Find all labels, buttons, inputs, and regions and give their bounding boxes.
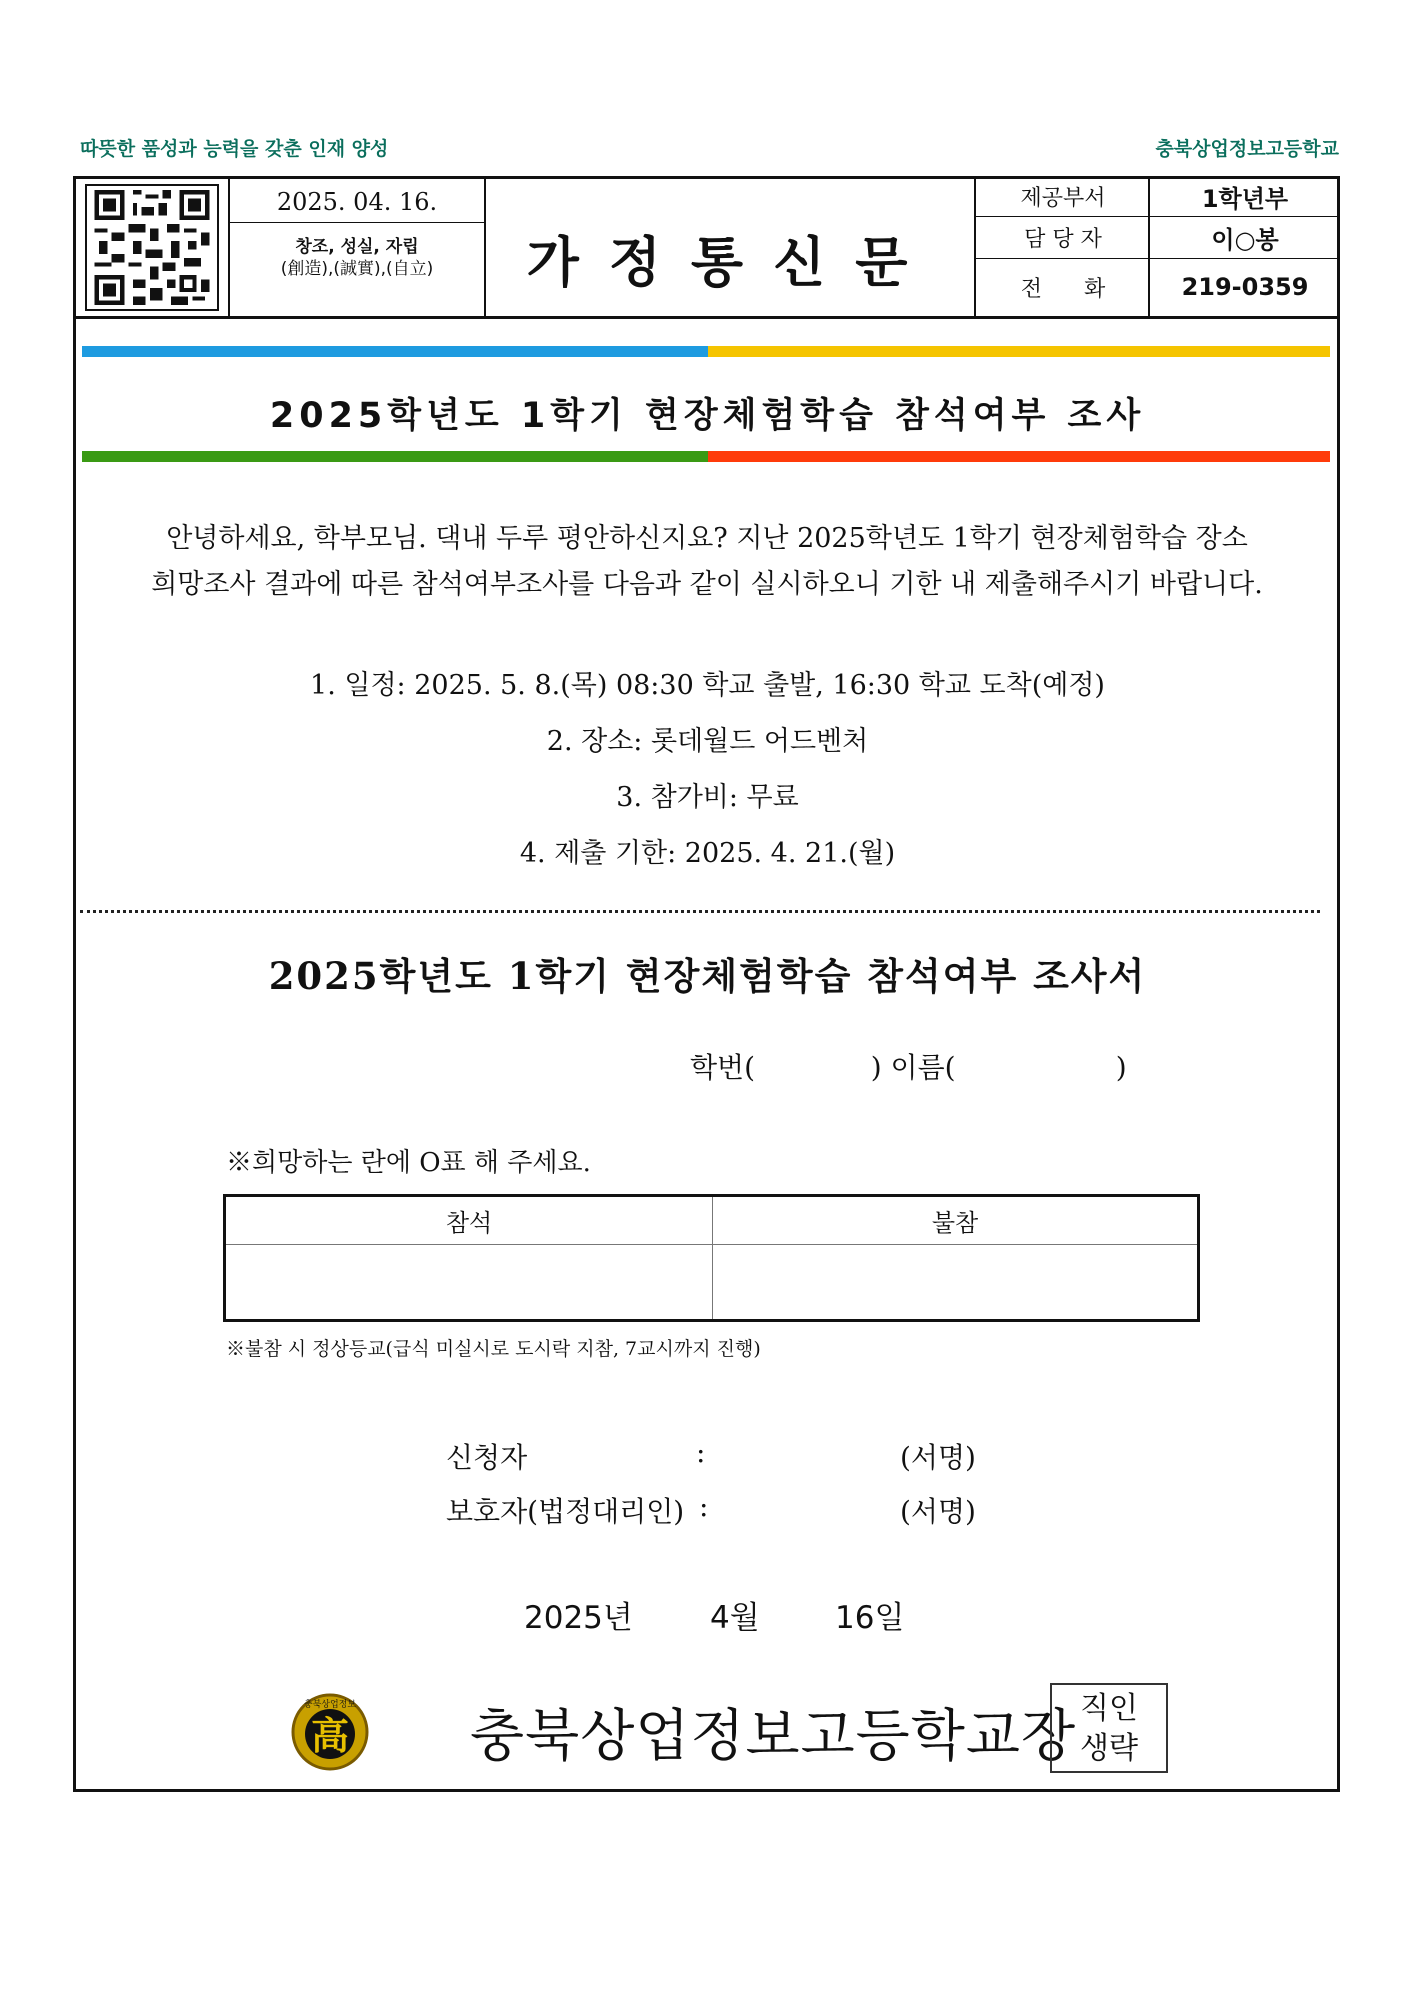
motto-hanja: (創造),(誠實),(自立) xyxy=(280,259,434,279)
color-bar-red xyxy=(708,451,1330,462)
motto-korean: 창조, 성실, 자립 xyxy=(295,237,419,257)
attendance-table xyxy=(223,1194,1200,1322)
info-value: 219-0359 xyxy=(1181,273,1309,301)
info-row-phone xyxy=(976,258,1340,316)
color-bar-blue xyxy=(82,346,708,357)
paragraph-line: 희망조사 결과에 따른 참석여부조사를 다음과 같이 실시하오니 기한 내 제출해주시기 바랍니다. xyxy=(151,569,1263,600)
qr-code-icon xyxy=(85,184,219,311)
form-title: 2025학년도 1학기 현장체험학습 참석여부 조사서 xyxy=(268,954,1147,998)
info-row-manager xyxy=(976,216,1340,258)
form-date-day: 16일 xyxy=(835,1600,905,1636)
info-row-department xyxy=(976,176,1340,216)
slogan: 따뜻한 품성과 능력을 갖춘 인재 양성 xyxy=(80,138,389,160)
notice-paragraph xyxy=(96,516,1318,608)
issue-date: 2025. 04. 16. xyxy=(276,188,438,216)
item-schedule: 1. 일정: 2025. 5. 8.(목) 08:30 학교 출발, 16:30 학교 도착(예정) xyxy=(310,670,1105,701)
seal-char: 高 xyxy=(310,1713,350,1758)
colon: : xyxy=(696,1436,706,1469)
document-title: 가정통신문 xyxy=(526,231,938,294)
form-date-year: 2025년 xyxy=(524,1600,633,1636)
info-divider xyxy=(976,216,1340,217)
school-seal-icon xyxy=(290,1692,370,1772)
header-divider xyxy=(228,222,486,223)
item-deadline: 4. 제출 기한: 2025. 4. 21.(월) xyxy=(519,838,896,869)
omit-line: 생략 xyxy=(1080,1731,1138,1766)
header-attend: 참석 xyxy=(226,1197,712,1245)
paragraph-line: 안녕하세요, 학부모님. 댁내 두루 평안하신지요? 지난 2025학년도 1학기 현장체험학습 장소 xyxy=(166,523,1248,554)
info-table xyxy=(976,176,1340,319)
info-key: 담 당 자 xyxy=(1024,226,1102,252)
absent-checkbox-cell[interactable] xyxy=(713,1245,1197,1319)
notice-items xyxy=(80,658,1335,882)
color-bar-green xyxy=(82,451,708,462)
instruction-text: ※희망하는 란에 O표 해 주세요. xyxy=(226,1148,591,1178)
school-motto xyxy=(230,236,484,280)
school-name-top: 충북상업정보고등학교 xyxy=(1155,138,1339,160)
item-fee: 3. 참가비: 무료 xyxy=(616,782,799,813)
principal-name: 충북상업정보고등학교장 xyxy=(470,1704,1077,1769)
guardian-sign[interactable]: (서명) xyxy=(900,1495,976,1528)
absence-note: ※불참 시 정상등교(급식 미실시로 도시락 지참, 7교시까지 진행) xyxy=(226,1338,761,1360)
seal-text: 충북상업정보 xyxy=(303,1700,357,1710)
info-divider xyxy=(1148,176,1150,316)
item-place: 2. 장소: 롯데월드 어드벤처 xyxy=(546,726,869,757)
info-key: 제공부서 xyxy=(1020,185,1106,211)
cut-line xyxy=(80,910,1320,913)
form-date-month: 4월 xyxy=(710,1600,760,1636)
student-id-name-field[interactable]: 학번( ) 이름( ) xyxy=(690,1051,1127,1084)
color-bar-yellow xyxy=(708,346,1330,357)
applicant-sign[interactable]: (서명) xyxy=(900,1441,976,1474)
info-divider xyxy=(976,258,1340,259)
attend-checkbox-cell[interactable] xyxy=(226,1245,712,1319)
info-key: 전 화 xyxy=(1020,276,1106,302)
notice-title: 2025학년도 1학기 현장체험학습 참석여부 조사 xyxy=(269,396,1146,436)
info-value: 1학년부 xyxy=(1201,184,1289,213)
applicant-label: 신청자 xyxy=(446,1441,528,1474)
guardian-label: 보호자(법정대리인) xyxy=(446,1495,685,1528)
colon: : xyxy=(699,1490,709,1523)
header-absent: 불참 xyxy=(713,1197,1197,1245)
seal-omitted-box xyxy=(1050,1683,1168,1773)
omit-line: 직인 xyxy=(1080,1691,1138,1726)
info-value: 이○봉 xyxy=(1211,225,1279,254)
